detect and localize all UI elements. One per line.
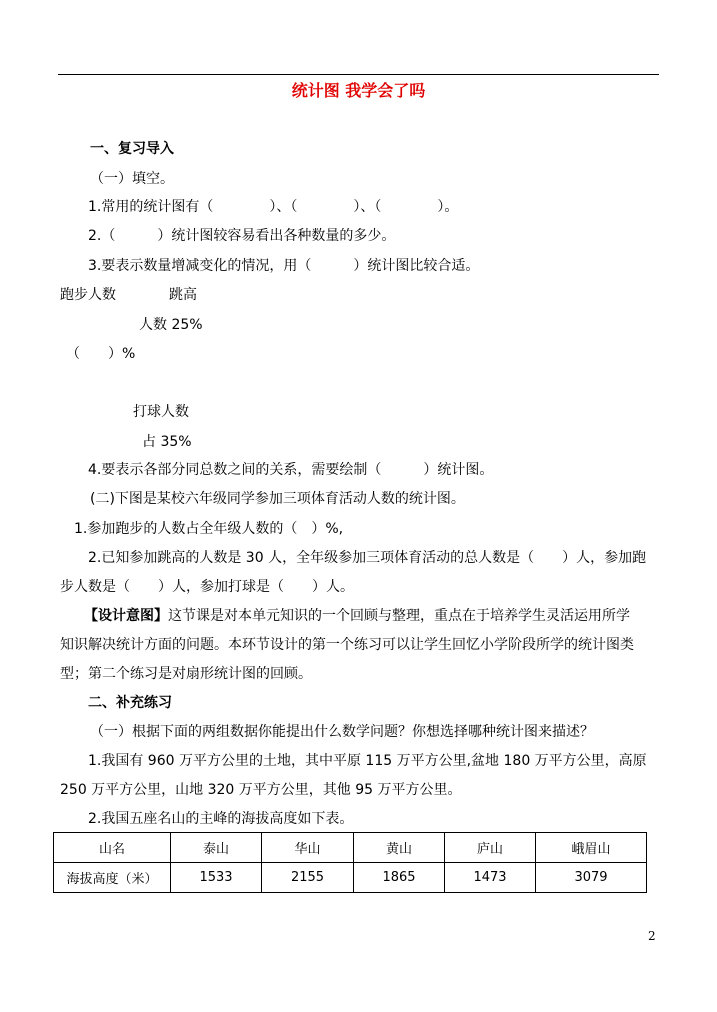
section2-question-1-line2: 250 万平方公里，山地 320 万平方公里，其他 95 万平方公里。 (60, 782, 462, 798)
pie-label-running-pct: （ ）% (66, 346, 136, 362)
table-header-row (54, 833, 647, 863)
part2-heading: (二)下图是某校六年级同学参加三项体育活动人数的统计图。 (90, 491, 465, 507)
table-header-cell: 山名 (54, 833, 171, 863)
design-intent-line2: 知识解决统计方面的问题。本环节设计的第一个练习可以让学生回忆小学阶段所学的统计图类 (60, 637, 634, 653)
page-number: 2 (648, 929, 656, 943)
design-intent-label: 【设计意图】 (84, 608, 168, 624)
design-intent-line3: 型；第二个练习是对扇形统计图的回顾。 (60, 666, 312, 682)
table-cell: 2155 (262, 863, 354, 893)
header-rule (58, 74, 659, 75)
pie-label-ball-pct: 占 35% (142, 434, 192, 450)
table-header-cell: 泰山 (171, 833, 262, 863)
section2-question-1-line1: 1.我国有 960 万平方公里的土地，其中平原 115 万平方公里,盆地 180 万平方公里，高原 (88, 753, 647, 769)
table-cell: 1865 (354, 863, 445, 893)
pie-label-high-jump-pct: 人数 25% (139, 317, 203, 333)
section2-part1-heading: （一）根据下面的两组数据你能提出什么数学问题？你想选择哪种统计图来描述？ (90, 724, 594, 740)
mountain-height-table (53, 832, 647, 893)
part1-heading: （一）填空。 (90, 171, 174, 187)
question-1: 1.常用的统计图有（ ）、（ ）、（ ）。 (88, 199, 459, 215)
section1-heading: 一、复习导入 (90, 141, 174, 157)
table-cell: 1533 (171, 863, 262, 893)
table-cell: 海拔高度（米） (54, 863, 171, 893)
pie-label-running: 跑步人数 (60, 287, 116, 303)
part2-question-1: 1.参加跑步的人数占全年级人数的（ ）%, (74, 521, 344, 537)
table-row (54, 863, 647, 893)
pie-label-ball: 打球人数 (133, 404, 189, 420)
part2-question-2-line1: 2.已知参加跳高的人数是 30 人，全年级参加三项体育活动的总人数是（ ）人，参加跑 (88, 550, 647, 566)
page-title: 统计图 我学会了吗 (291, 81, 426, 100)
table-header-cell: 黄山 (354, 833, 445, 863)
table-header-cell: 庐山 (445, 833, 536, 863)
table-header-cell: 峨眉山 (536, 833, 647, 863)
section2-heading: 二、补充练习 (88, 695, 172, 711)
question-3: 3.要表示数量增减变化的情况，用（ ）统计图比较合适。 (88, 258, 480, 274)
design-intent-text: 这节课是对本单元知识的一个回顾与整理，重点在于培养学生灵活运用所学 (168, 608, 630, 624)
table-cell: 3079 (536, 863, 647, 893)
part2-question-2-line2: 步人数是（ ）人，参加打球是（ ）人。 (60, 579, 354, 595)
question-4: 4.要表示各部分同总数之间的关系，需要绘制（ ）统计图。 (88, 462, 494, 478)
question-2: 2.（ ）统计图较容易看出各种数量的多少。 (88, 228, 396, 244)
section2-question-2: 2.我国五座名山的主峰的海拔高度如下表。 (88, 811, 354, 827)
pie-label-high-jump: 跳高 (169, 287, 197, 303)
design-intent-line1 (84, 607, 630, 625)
table-cell: 1473 (445, 863, 536, 893)
table-header-cell: 华山 (262, 833, 354, 863)
